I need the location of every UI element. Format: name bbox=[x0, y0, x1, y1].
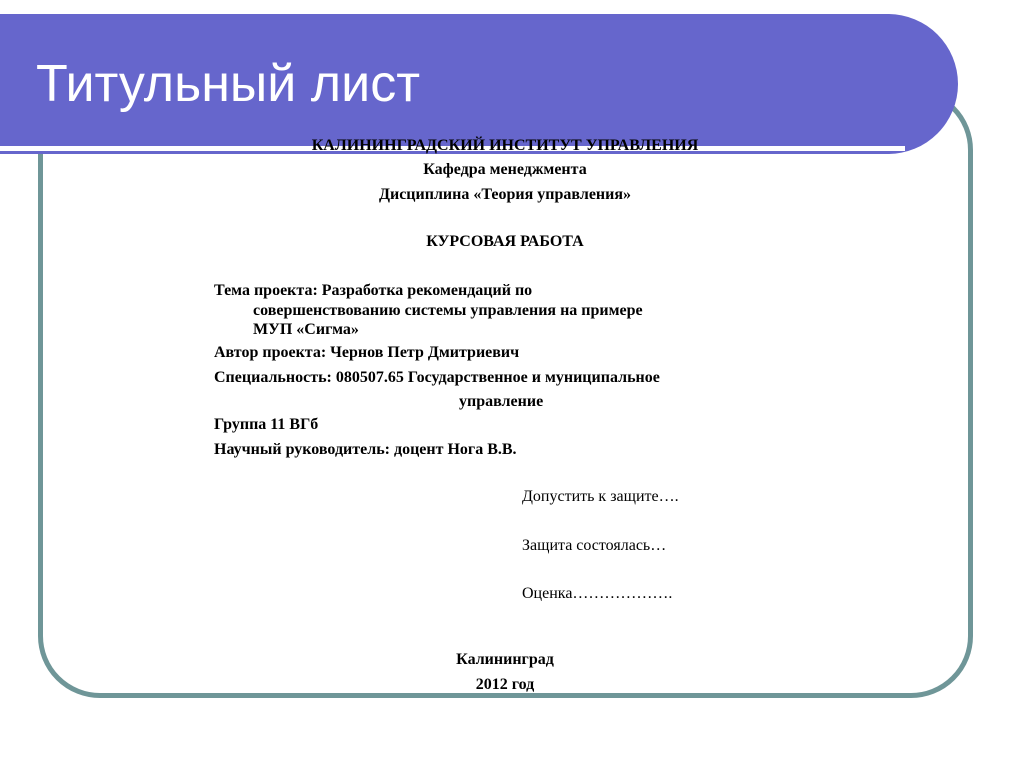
city-name: Калининград bbox=[456, 651, 554, 668]
admit-to-defense: Допустить к защите…. bbox=[522, 488, 679, 505]
defense-held: Защита состоялась… bbox=[522, 537, 667, 554]
slide-title: Титульный лист bbox=[36, 55, 421, 113]
specialty-line2: управление bbox=[459, 393, 544, 410]
scientific-supervisor: Научный руководитель: доцент Нога В.В. bbox=[214, 441, 517, 458]
year-label: 2012 год bbox=[475, 676, 535, 693]
group-number: Группа 11 ВГб bbox=[214, 416, 319, 433]
discipline-name: Дисциплина «Теория управления» bbox=[378, 186, 632, 203]
grade-field: Оценка………………. bbox=[522, 585, 673, 602]
project-topic-line2: совершенствованию системы управления на примере bbox=[253, 302, 643, 319]
institute-name: КАЛИНИНГРАДСКИЙ ИНСТИТУТ УПРАВЛЕНИЯ bbox=[311, 137, 699, 154]
project-topic-line1: Тема проекта: Разработка рекомендаций по bbox=[214, 282, 533, 299]
work-type: КУРСОВАЯ РАБОТА bbox=[426, 233, 584, 250]
specialty-line1: Специальность: 080507.65 Государственное и муниципальное bbox=[214, 369, 660, 386]
department-name: Кафедра менеджмента bbox=[423, 161, 587, 178]
project-author: Автор проекта: Чернов Петр Дмитриевич bbox=[214, 344, 520, 361]
project-topic-line3: МУП «Сигма» bbox=[253, 321, 359, 338]
